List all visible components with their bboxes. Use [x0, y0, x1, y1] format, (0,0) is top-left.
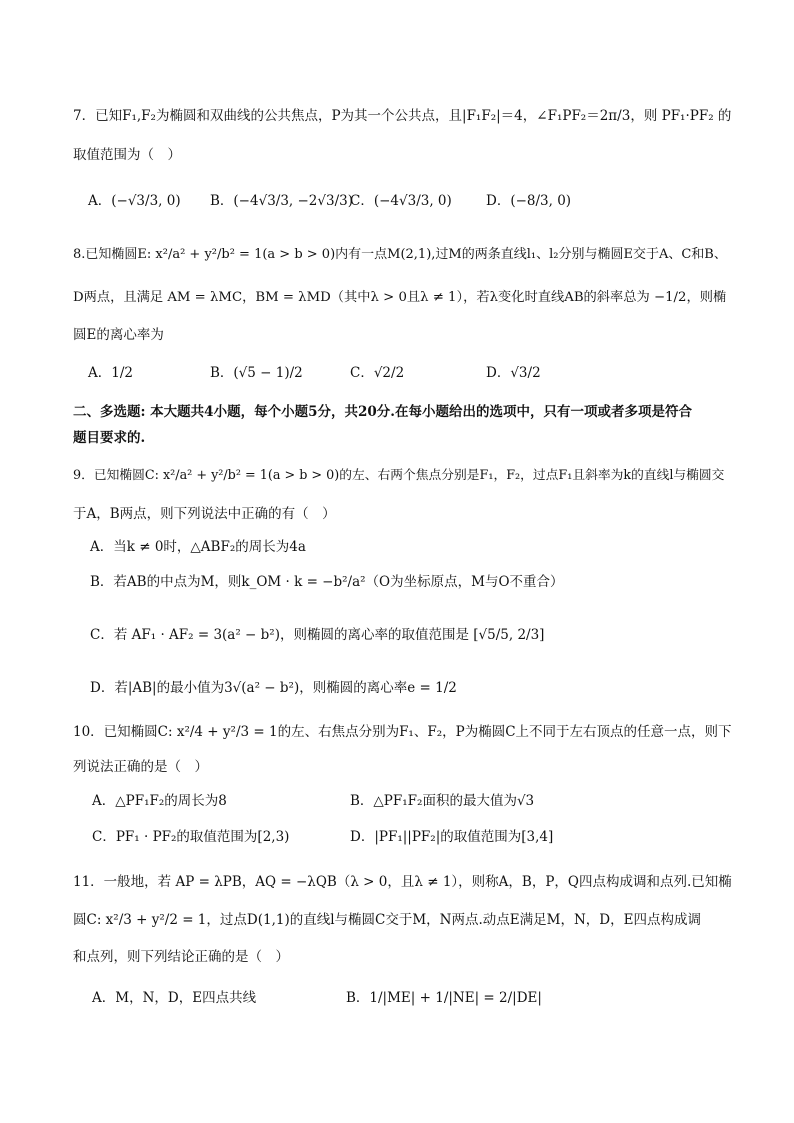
q9-option-a: A．当k ≠ 0时，△ABF₂的周长为4a [90, 539, 306, 555]
section2-heading-line1: 二、多选题: 本大题共4小题，每个小题5分，共20分.在每小题给出的选项中，只有一项或者多项是符合 [73, 404, 692, 420]
q10-stem-line1: 10．已知椭圆C: x²/4 + y²/3 = 1的左、右焦点分别为F₁、F₂，P为椭圆C上不同于左右顶点的任意一点，则下 [73, 724, 732, 740]
q9-stem-line2: 于A，B两点，则下列说法中正确的有（ ） [73, 506, 336, 522]
q9-stem-line1: 9．已知椭圆C: x²/a² + y²/b² = 1(a > b > 0)的左、右两个焦点分别是F₁，F₂，过点F₁且斜率为k的直线l与椭圆交 [73, 468, 725, 483]
q8-stem-line1: 8.已知椭圆E: x²/a² + y²/b² = 1(a > b > 0)内有一点M(2,1),过M的两条直线l₁、l₂分别与椭圆E交于A、C和B、 [73, 247, 727, 262]
q8-option-b: B．(√5 − 1)/2 [210, 365, 303, 381]
q8-option-c: C．√2/2 [350, 365, 405, 381]
q7-stem-line1: 7．已知F₁,F₂为椭圆和双曲线的公共焦点，P为其一个公共点，且|F₁F₂|＝4，∠F₁PF₂＝2π/3，则 PF₁·PF₂ 的 [73, 108, 732, 124]
q8-stem-line2: D两点，且满足 AM = λMC，BM = λMD（其中λ > 0且λ ≠ 1），若λ变化时直线AB的斜率总为 −1/2，则椭 [73, 290, 727, 305]
q7-stem-line2: 取值范围为（ ） [73, 147, 181, 163]
q8-stem-line3: 圆E的离心率为 [73, 327, 164, 343]
q11-stem-line1: 11．一般地，若 AP = λPB，AQ = −λQB（λ > 0，且λ ≠ 1），则称A，B，P，Q四点构成调和点列.已知椭 [73, 874, 732, 890]
q10-option-d: D．|PF₁||PF₂|的取值范围为[3,4] [350, 829, 554, 845]
q7-option-d: D．(−8/3, 0) [486, 193, 572, 209]
q7-option-b: B．(−4√3/3, −2√3/3) [210, 193, 353, 209]
q11-option-a: A．M，N，D，E四点共线 [92, 990, 257, 1006]
section2-heading-line2: 题目要求的. [73, 430, 146, 446]
q10-stem-line2: 列说法正确的是（ ） [73, 759, 208, 775]
q10-option-b: B．△PF₁F₂面积的最大值为√3 [350, 793, 535, 809]
q11-stem-line3: 和点列，则下列结论正确的是（ ） [73, 949, 289, 965]
q8-option-d: D．√3/2 [486, 365, 541, 381]
q7-option-c: C．(−4√3/3, 0) [350, 193, 452, 209]
q11-stem-line2: 圆C: x²/3 + y²/2 = 1，过点D(1,1)的直线l与椭圆C交于M，N两点.动点E满足M，N，D，E四点构成调 [73, 912, 701, 928]
q8-option-a: A．1/2 [88, 365, 133, 381]
q9-option-d: D．若|AB|的最小值为3√(a² − b²)，则椭圆的离心率e = 1/2 [90, 680, 457, 696]
q7-option-a: A．(−√3/3, 0) [88, 193, 181, 209]
q10-option-a: A．△PF₁F₂的周长为8 [92, 793, 227, 809]
q10-option-c: C．PF₁ · PF₂的取值范围为[2,3) [92, 829, 290, 845]
q9-option-c: C．若 AF₁ · AF₂ = 3(a² − b²)，则椭圆的离心率的取值范围是 [√5/5, 2/3] [90, 627, 545, 643]
q9-option-b: B．若AB的中点为M，则k_OM · k = −b²/a²（O为坐标原点，M与O不重合） [90, 574, 564, 590]
q11-option-b: B．1/|ME| + 1/|NE| = 2/|DE| [346, 990, 542, 1006]
